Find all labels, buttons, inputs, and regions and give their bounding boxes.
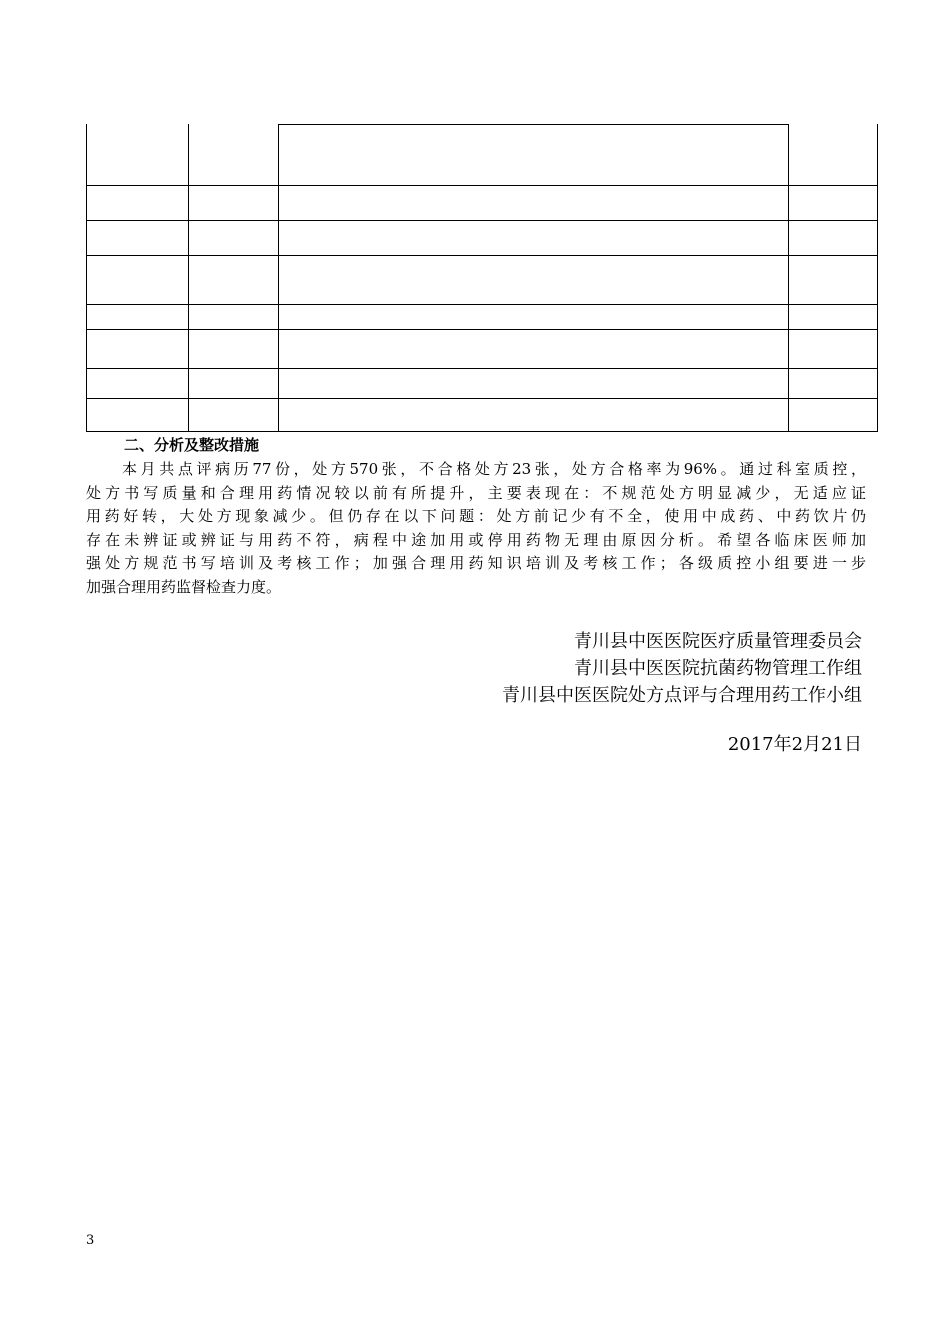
prescription-review-table	[86, 124, 878, 432]
table-row-divider	[86, 398, 878, 399]
signature-block	[502, 628, 862, 709]
table-row-divider	[86, 220, 878, 221]
paragraph-line: 用药好转，大处方现象减少。但仍存在以下问题：处方前记少有不全，使用中成药、中药饮片仍	[86, 507, 866, 526]
document-date: 2017年2月21日	[727, 734, 862, 755]
signature-org: 青川县中医医院医疗质量管理委员会	[574, 631, 862, 652]
signature-org: 青川县中医医院处方点评与合理用药工作小组	[502, 685, 862, 706]
table-column-divider	[788, 124, 789, 432]
paragraph-line: 强处方规范书写培训及考核工作；加强合理用药知识培训及考核工作；各级质控小组要进一步	[86, 554, 866, 573]
signature-org: 青川县中医医院抗菌药物管理工作组	[574, 658, 862, 679]
table-column-divider	[278, 124, 279, 432]
table-border-left	[86, 124, 87, 432]
table-row-divider	[86, 255, 878, 256]
page-number: 3	[86, 1233, 95, 1248]
table-row-divider	[86, 304, 878, 305]
table-row-divider	[86, 185, 878, 186]
table-row-divider	[86, 329, 878, 330]
table-cell-top-border	[278, 124, 789, 125]
paragraph-line: 本月共点评病历77份，处方570张，不合格处方23张，处方合格率为96%。通过科室质控，	[122, 460, 866, 478]
table-border-bottom	[86, 431, 878, 432]
paragraph-line: 存在未辨证或辨证与用药不符，病程中途加用或停用药物无理由原因分析。希望各临床医师加	[86, 530, 866, 549]
table-border-right	[877, 124, 878, 432]
analysis-paragraph	[86, 458, 866, 600]
paragraph-line: 处方书写质量和合理用药情况较以前有所提升，主要表现在：不规范处方明显减少，无适应证	[86, 483, 866, 502]
table-row-divider	[86, 368, 878, 369]
section-heading: 二、分析及整改措施	[124, 436, 260, 454]
paragraph-line: 加强合理用药监督检查力度。	[86, 577, 282, 596]
table-column-divider	[188, 124, 189, 432]
